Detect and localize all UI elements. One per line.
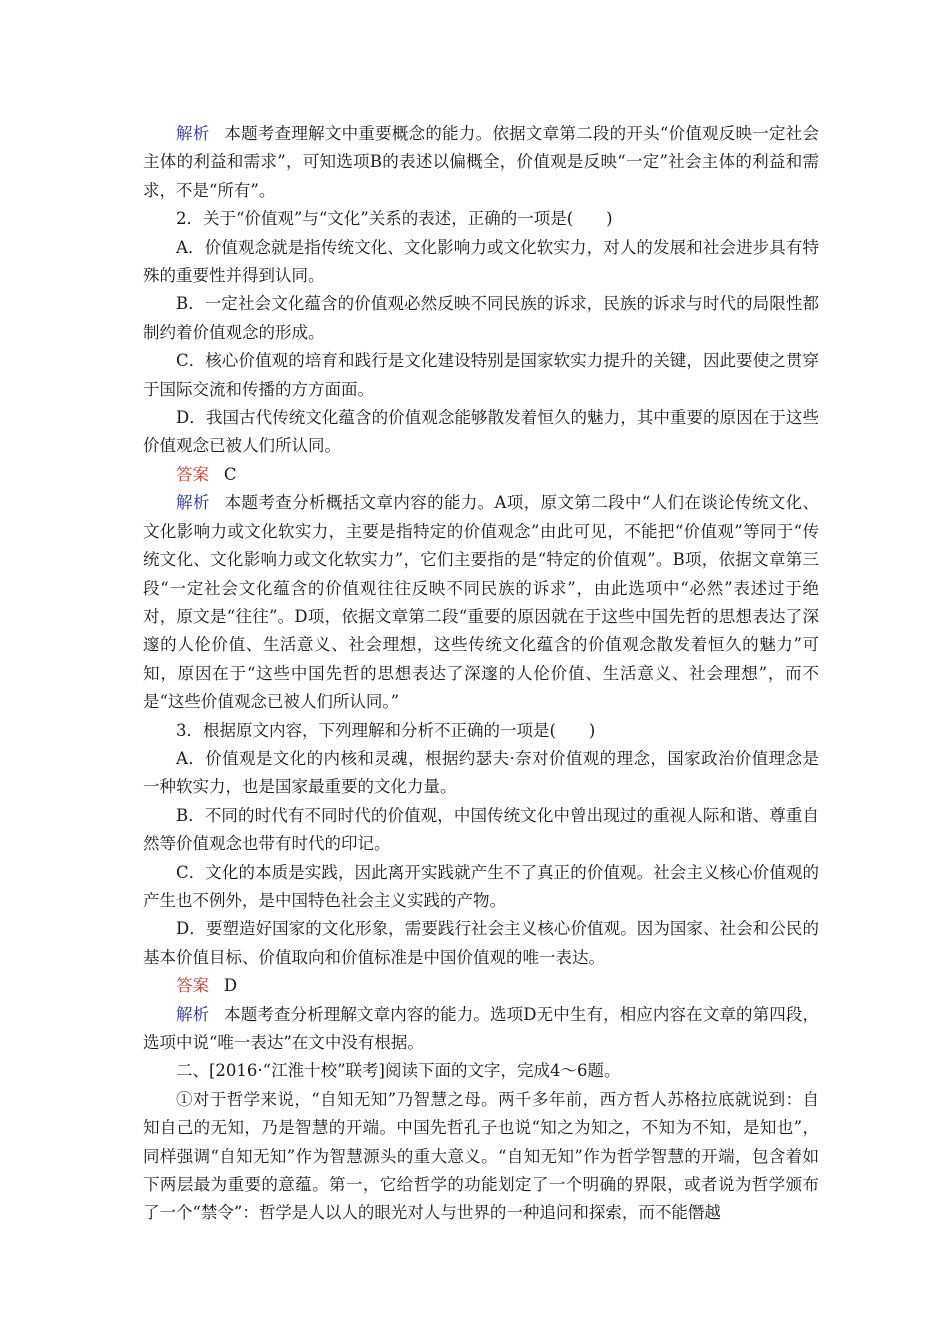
question-3-answer [143, 972, 819, 1000]
analysis-label: 解析 [176, 124, 210, 143]
question-3-option-a: A．价值观是文化的内核和灵魂，根据约瑟夫·奈对价值观的理念，国家政治价值理念是一种软实力，也是国家最重要的文化力量。 [143, 748, 819, 797]
document-page [143, 120, 819, 1228]
analysis-text: 本题考查分析概括文章内容的能力。A项，原文第二段中“人们在谈论传统文化、文化影响力或文化软实力，主要是指特定的价值观念”由此可见，不能把“价值观”等同于“传统文化、文化影响力或文化软实力”，它们主要指的是“特定的价值观”。B项，依据文章第三段“一定社会文化蕴含的价值观往往反映不同民族的诉求”，由此选项中“必然”表述过于绝对，原文是“往往”。D项，依据文章第二段“重要的原因就在于这些中国先哲的思想表达了深邃的人伦价值、生活意义、社会理想，这些传统文化蕴含的价值观念散发着恒久的魅力”可知，原因在于“这些中国先哲的思想表达了深邃的人伦价值、生活意义、社会理想”，而不是“这些价值观念已被人们所认同。” [143, 493, 819, 712]
answer-label: 答案 [176, 976, 209, 996]
question-2-answer [143, 461, 819, 489]
question-2-option-c: C．核心价值观的培育和践行是文化建设特别是国家软实力提升的关键，因此要使之贯穿于国际交流和传播的方方面面。 [143, 351, 819, 399]
question-3-analysis [143, 1001, 819, 1058]
question-2-analysis [143, 489, 819, 716]
analysis-label: 解析 [176, 1004, 210, 1024]
question-2-option-a: A．价值观念就是指传统文化、文化影响力或文化软实力，对人的发展和社会进步具有特殊的重要性并得到认同。 [143, 237, 819, 286]
question-3-stem: 3．根据原文内容，下列理解和分析不正确的一项是( ) [176, 720, 596, 740]
analysis-text: 本题考查分析理解文章内容的能力。选项D无中生有，相应内容在文章的第四段，选项中说“唯一表达”在文中没有根据。 [143, 1004, 820, 1052]
answer-label: 答案 [176, 464, 209, 484]
analysis-label: 解析 [176, 493, 210, 513]
question-2-stem: 2．关于“价值观”与“文化”关系的表述，正确的一项是( ) [176, 209, 613, 229]
analysis-paragraph-1 [143, 120, 819, 205]
question-3-option-c: C．文化的本质是实践，因此离开实践就产生不了真正的价值观。社会主义核心价值观的产生也不例外，是中国特色社会主义实践的产物。 [143, 862, 819, 910]
question-3-option-d: D．要塑造好国家的文化形象，需要践行社会主义核心价值观。因为国家、社会和公民的基本价值目标、价值取向和价值标准是中国价值观的唯一表达。 [143, 919, 819, 967]
analysis-text: 本题考查理解文中重要概念的能力。依据文章第二段的开头“价值观反映一定社会主体的利益和需求”，可知选项B的表述以偏概全，价值观是反映“一定”社会主体的利益和需求，不是“所有”。 [143, 124, 819, 200]
question-2-option-d: D．我国古代传统文化蕴含的价值观念能够散发着恒久的魅力，其中重要的原因在于这些价值观念已被人们所认同。 [143, 408, 819, 456]
section-2-paragraph-1: ①对于哲学来说，“自知无知”乃智慧之母。两千多年前，西方哲人苏格拉底就说到：自知自己的无知，乃是智慧的开端。中国先哲孔子也说“知之为知之，不知为不知，是知也”，同样强调“自知无知”作为智慧源头的重大意义。“自知无知”作为哲学智慧的开端，包含着如下两层最为重要的意蕴。第一，它给哲学的功能划定了一个明确的界限，或者说为哲学颁布了一个“禁令”：哲学是人以人的眼光对人与世界的一种追问和探索，而不能僭越 [143, 1089, 819, 1223]
question-2-option-b: B．一定社会文化蕴含的价值观必然反映不同民族的诉求，民族的诉求与时代的局限性都制约着价值观念的形成。 [143, 294, 819, 342]
answer-value: D [223, 976, 238, 996]
question-3-option-b: B．不同的时代有不同时代的价值观，中国传统文化中曾出现过的重视人际和谐、尊重自然等价值观念也带有时代的印记。 [143, 805, 819, 854]
answer-value: C [223, 464, 237, 484]
section-2-heading: 二、[2016·“江淮十校”联考]阅读下面的文字，完成4～6题。 [176, 1061, 621, 1081]
